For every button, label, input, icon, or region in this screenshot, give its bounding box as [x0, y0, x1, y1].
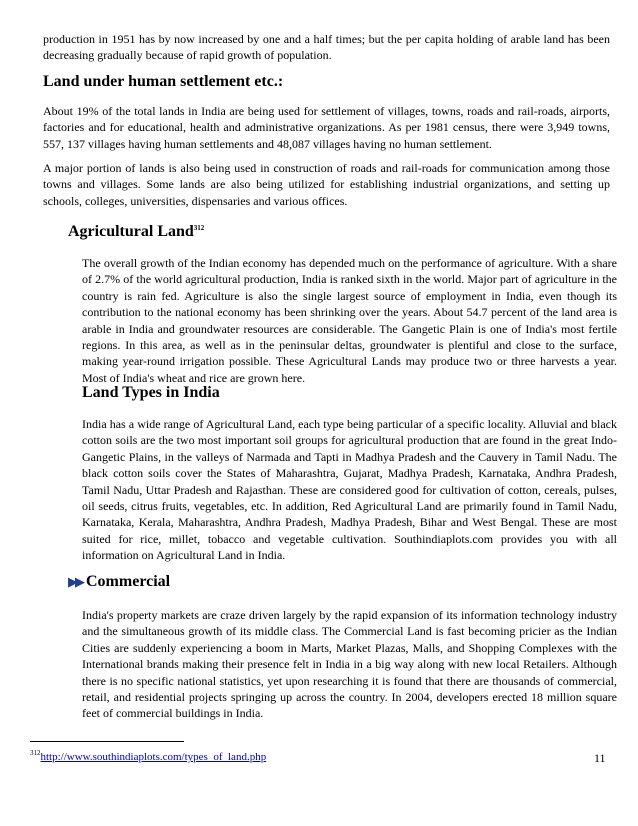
agricultural-heading [68, 222, 204, 242]
commercial-heading-text: Commercial [86, 573, 171, 590]
land-types-heading: Land Types in India [82, 384, 220, 401]
double-arrow-bullet-icon: ▶▶ [68, 574, 82, 589]
agricultural-heading-text: Agricultural Land [68, 223, 194, 240]
settlement-heading: Land under human settlement etc.: [43, 73, 284, 90]
commercial-heading [68, 572, 170, 592]
footnote-divider [30, 741, 184, 742]
agricultural-paragraph: The overall growth of the Indian economy has depended much on the performance of agriculture. With a share of 2.7% of the world agricultural production, India is ranked sixth in the world. Major part of agriculture in the country is rain fed. Agriculture is also the single largest source of employment in India, even though its contribution to the national economy has been shrinking over the years. About 54.7 percent of the land area is arable in India and groundwater resources are considerable. The Gangetic Plain is one of India's most fertile regions. In this area, as well as in the peninsular deltas, groundwater is plentiful and close to the surface, making year-round irrigation possible. These Agricultural Lands may produce two or three harvests a year. Most of India's wheat and rice are grown here. [82, 256, 617, 385]
page-number: 11 [594, 751, 606, 765]
footnote-link[interactable]: http://www.southindiaplots.com/types_of_land.php [40, 751, 267, 763]
commercial-paragraph: India's property markets are craze driven largely by the rapid expansion of its information technology industry and the simultaneous growth of its middle class. The Commercial Land is fast becoming pricier as the Indian Cities are suddenly experiencing a boom in Marts, Market Plazas, Malls, and Shopping Complexes with the International brands making their presence felt in India in a big way along with new local Retailers. Although there is no specific national statistics, yet upon researching it is found that there are thousands of commercial, retail, and residential projects springing up across the country. In 2004, developers erected 18 million square feet of commercial buildings in India. [82, 608, 617, 721]
settlement-paragraph-2: A major portion of lands is also being used in construction of roads and rail-roads for communication among those towns and villages. Some lands are also being utilized for establishing industrial organizations, and setting up schools, colleges, universities, dispensaries and various offices. [43, 161, 610, 208]
settlement-paragraph-1: About 19% of the total lands in India are being used for settlement of villages, towns, roads and rail-roads, airports, factories and for educational, health and administrative organizations. As per 1981 census, there were 3,949 towns, 557, 137 villages having human settlements and 48,087 villages having no human settlement. [43, 104, 610, 151]
footnote [30, 746, 266, 764]
footnote-reference[interactable]: 312 [193, 224, 205, 232]
land-types-paragraph: India has a wide range of Agricultural Land, each type being particular of a specific locality. Alluvial and black cotton soils are the two most important soil groups for agricultural production that are found in the great Indo-Gangetic Plains, in the valleys of Narmada and Tapti in Madhya Pradesh and the Cauvery in Tamil Nadu. The black cotton soils cover the States of Maharashtra, Gujarat, Madhya Pradesh, Karnataka, Andhra Pradesh, Tamil Nadu, Uttar Pradesh and Rajasthan. These are considered good for cultivation of cotton, cereals, pulses, oil seeds, citrus fruits, vegetables, etc. In addition, Red Agricultural Land are primarily found in Tamil Nadu, Karnataka, Kerala, Maharashtra, Andhra Pradesh, Madhya Pradesh, Bihar and West Bengal. These are most suited for rice, millet, tobacco and vegetable cultivation. Southindiaplots.com provides you with all information on Agricultural Land in India. [82, 417, 617, 563]
intro-paragraph: production in 1951 has by now increased by one and a half times; but the per capita holding of arable land has been decreasing gradually because of rapid growth of population. [43, 32, 610, 63]
footnote-number: 312 [30, 749, 41, 757]
